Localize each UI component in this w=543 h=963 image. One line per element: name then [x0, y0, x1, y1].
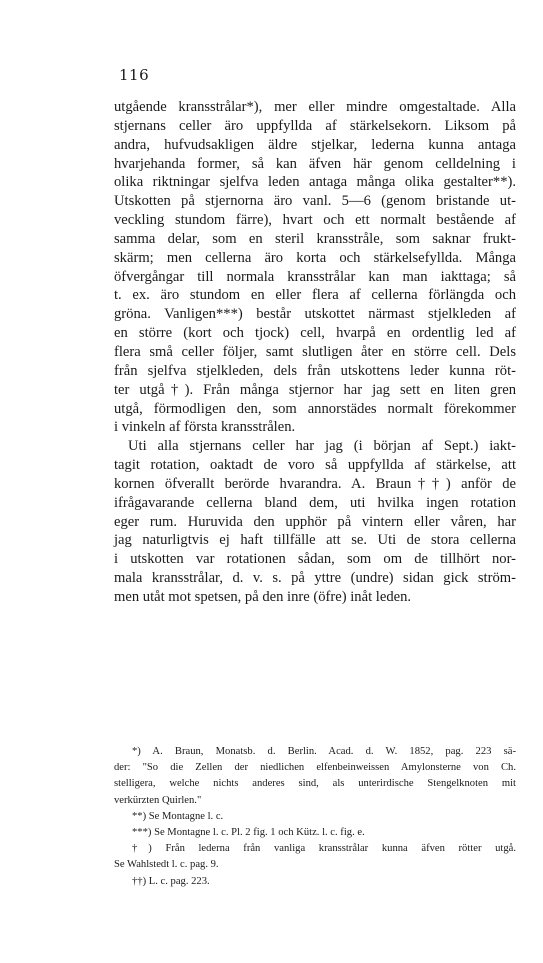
- body-line: utgå, förmodligen den, som annorstädes normalt förekommer: [114, 400, 516, 417]
- body-line: i utskotten var rotationen sådan, som om de tillhört nor-: [114, 551, 516, 568]
- body-line: stjernans celler äro uppfyllda af stärkelsekorn. Liksom på: [114, 117, 516, 134]
- body-line: skärm; men cellerna äro korta och stärkelsefyllda. Många: [114, 249, 516, 266]
- body-line: öfvergångar till normala kransstrålar kan man iakttaga; så: [114, 268, 516, 285]
- body-line: ifrågavarande cellerna bland dem, uti hvilka ingen rotation: [114, 494, 516, 511]
- body-line: t. ex. äro stundom en eller flera af cellerna förlängda och: [114, 287, 516, 304]
- body-line: en större (kort och tjock) cell, hvarpå en ordentlig led af: [114, 325, 516, 342]
- footnote-line: verkürzten Quirlen.": [114, 794, 202, 806]
- body-line: andra, hufvudsakligen äldre stjelkar, lederna kunna antaga: [114, 136, 516, 153]
- body-line: hvarjehanda former, så kan äfven här genom celldelning i: [114, 155, 516, 172]
- footnotes: [114, 744, 516, 890]
- footnote-line: ***) Se Montagne l. c. Pl. 2 fig. 1 och Kütz. l. c. fig. e.: [132, 826, 365, 838]
- body-line-paragraph-end: men utåt mot spetsen, på den inre (öfre) inåt leden.: [114, 588, 412, 605]
- body-line: kornen öfverallt berörde hvarandra. A. Braun††) anför de: [114, 475, 516, 492]
- footnote-line: stelligera, welche nichts anderes sind, als unterirdische Stengelknoten mit: [114, 778, 516, 790]
- footnote-line: †) Från lederna från vanliga kransstrålar kunna äfven rötter utgå.: [132, 843, 516, 855]
- body-line: veckling stundom färre), hvart och ett normalt bestående af: [114, 212, 516, 229]
- body-line: Utskotten på stjernorna äro vanl. 5—6 (genom bristande ut-: [114, 193, 516, 210]
- body-line: samma delar, som en steril kransstråle, som saknar frukt-: [114, 230, 516, 247]
- body-line: olika riktningar sjelfva leden antaga många olika gestalter**).: [114, 174, 516, 191]
- body-line: gröna. Vanligen***) består utskottet närmast stjelkleden af: [114, 306, 516, 323]
- body-line: tagit rotation, oaktadt de voro så uppfyllda af stärkelse, att: [114, 457, 516, 474]
- body-line-paragraph-end: i vinkeln af första kransstrålen.: [114, 419, 296, 436]
- page-number: 116: [119, 66, 150, 84]
- footnote-line: *) A. Braun, Monatsb. d. Berlin. Acad. d. W. 1852, pag. 223 sä-: [132, 746, 516, 757]
- body-line: eger rum. Huruvida den upphör på vintern eller våren, har: [114, 513, 516, 530]
- body-line: från sjelfva stjelkleden, dels från utskottens leder kunna röt-: [114, 362, 516, 379]
- footnote-line: ††) L. c. pag. 223.: [132, 875, 210, 887]
- body-line: mala kransstrålar, d. v. s. på yttre (undre) sidan gick ström-: [114, 570, 516, 587]
- body-text: [114, 98, 516, 607]
- body-line-paragraph-start: Uti alla stjernans celler har jag (i början af Sept.) iakt-: [128, 438, 516, 455]
- body-line: ter utgå†). Från många stjernor har jag sett en liten gren: [114, 381, 516, 398]
- footnote-line: Se Wahlstedt l. c. pag. 9.: [114, 859, 219, 871]
- footnote-line: **) Se Montagne l. c.: [132, 810, 224, 822]
- body-line: utgående kransstrålar*), mer eller mindre omgestaltade. Alla: [114, 99, 516, 115]
- footnote-line: der: "So die Zellen der niedlichen elfenbeinweissen Amylonsterne von Ch.: [114, 762, 516, 774]
- body-line: flera små celler följer, samt slutligen åter en större cell. Dels: [114, 343, 516, 360]
- body-line: jag naturligtvis ej haft tillfälle att se. Uti de stora cellerna: [114, 532, 516, 549]
